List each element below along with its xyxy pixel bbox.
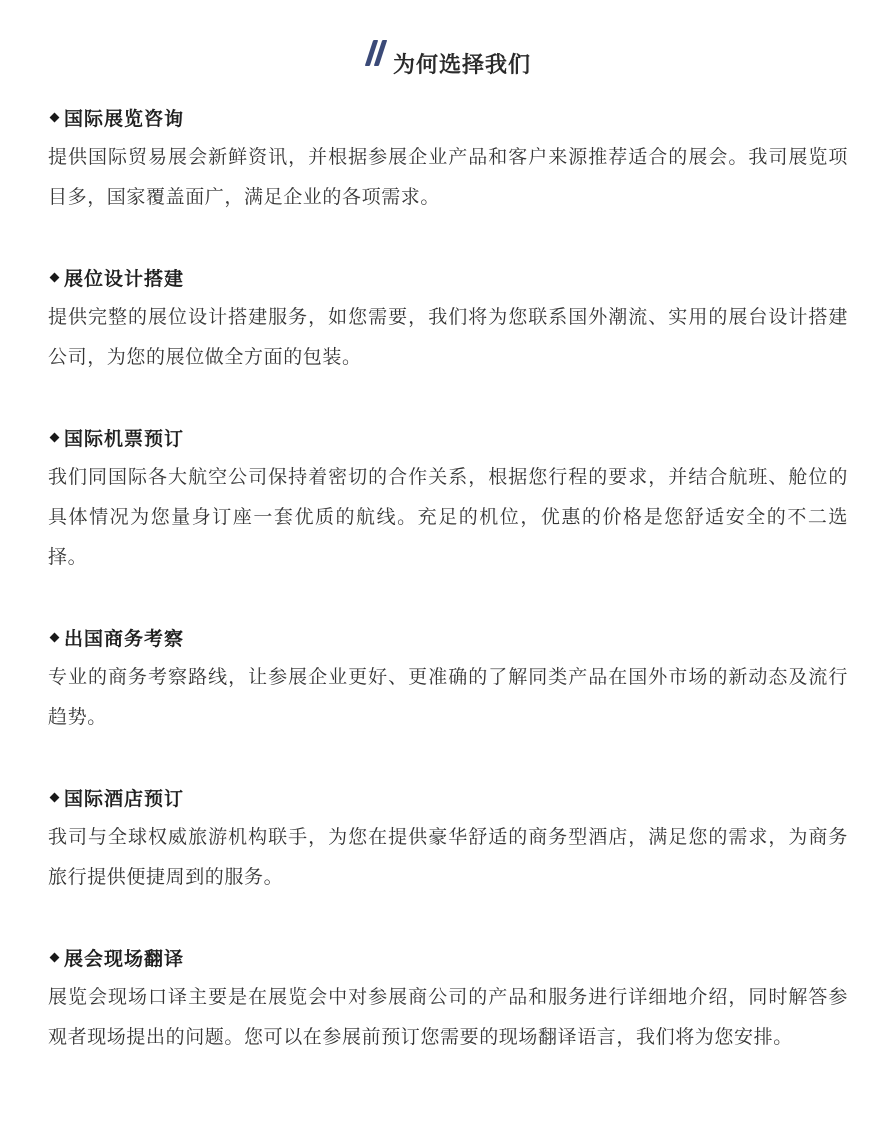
service-list — [48, 97, 848, 1097]
section-heading — [48, 777, 848, 817]
diamond-bullet-icon — [50, 432, 60, 442]
section-body: 我们同国际各大航空公司保持着密切的合作关系，根据您行程的要求，并结合航班、舱位的具体情况为您量身订座一套优质的航线。充足的机位，优惠的价格是您舒适安全的不二选择。 — [48, 466, 848, 568]
section-heading — [48, 937, 848, 977]
section-heading — [48, 417, 848, 457]
section-heading — [48, 257, 848, 297]
section-body: 专业的商务考察路线，让参展企业更好、更准确的了解同类产品在国外市场的新动态及流行趋势。 — [48, 666, 848, 728]
section-body: 我司与全球权威旅游机构联手，为您在提供豪华舒适的商务型酒店，满足您的需求，为商务旅行提供便捷周到的服务。 — [48, 826, 848, 888]
service-section-onsite-translation — [48, 937, 848, 1057]
section-title: 展位设计搭建 — [64, 267, 185, 290]
diamond-bullet-icon — [50, 632, 60, 642]
section-title: 国际酒店预订 — [64, 787, 185, 810]
diamond-bullet-icon — [50, 112, 60, 122]
section-heading — [48, 97, 848, 137]
header — [0, 34, 896, 84]
page-title: 为何选择我们 — [392, 53, 531, 78]
service-section-hotel-booking — [48, 777, 848, 897]
section-title: 国际机票预订 — [64, 427, 185, 450]
header-inner — [365, 40, 531, 84]
diamond-bullet-icon — [50, 272, 60, 282]
diamond-bullet-icon — [50, 792, 60, 802]
double-slash-icon — [365, 40, 389, 68]
diamond-bullet-icon — [50, 952, 60, 962]
section-body: 展览会现场口译主要是在展览会中对参展商公司的产品和服务进行详细地介绍，同时解答参观者现场提出的问题。您可以在参展前预订您需要的现场翻译语言，我们将为您安排。 — [48, 986, 848, 1048]
service-section-booth-design — [48, 257, 848, 377]
section-body: 提供完整的展位设计搭建服务，如您需要，我们将为您联系国外潮流、实用的展台设计搭建公司，为您的展位做全方面的包装。 — [48, 306, 848, 368]
section-title: 出国商务考察 — [64, 627, 185, 650]
section-heading — [48, 617, 848, 657]
service-section-business-inspection — [48, 617, 848, 737]
service-section-flight-booking — [48, 417, 848, 577]
section-title: 展会现场翻译 — [64, 947, 185, 970]
section-title: 国际展览咨询 — [64, 107, 185, 130]
section-body: 提供国际贸易展会新鲜资讯，并根据参展企业产品和客户来源推荐适合的展会。我司展览项目多，国家覆盖面广，满足企业的各项需求。 — [48, 146, 848, 208]
service-section-exhibition-consulting — [48, 97, 848, 217]
